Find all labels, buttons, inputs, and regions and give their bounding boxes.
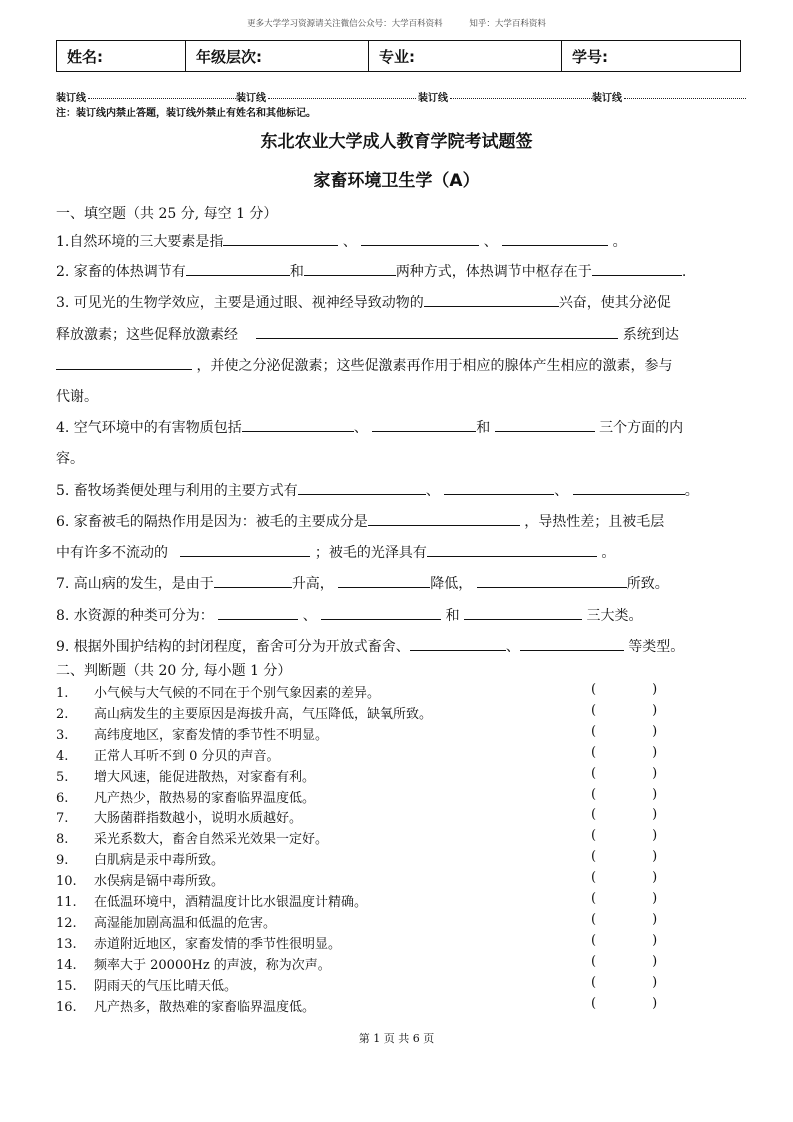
exam-subtitle: 家畜环境卫生学（A） [313, 171, 480, 191]
paren-close: ) [652, 807, 658, 823]
paren-open: ( [591, 974, 597, 990]
blank-4-1[interactable] [242, 417, 354, 432]
blank-1-1[interactable] [223, 231, 338, 246]
judgement-item-text: 在低温环境中，酒精温度计比水银温度计精确。 [94, 895, 368, 910]
paren-close: ) [652, 849, 658, 865]
answer-parentheses[interactable] [591, 745, 657, 760]
judgement-item-number: 12. [56, 915, 77, 931]
paren-open: ( [591, 682, 597, 697]
judgement-item-text: 正常人耳听不到 0 分贝的声音。 [94, 748, 280, 764]
binding-label-4: 装订线 [592, 93, 622, 104]
paren-open: ( [591, 807, 597, 823]
question-3-line1: 3. 可见光的生物学效应，主要是通过眼、视神经导致动物的 兴奋，使其分泌促 [56, 292, 671, 312]
judgement-item-text: 白肌病是汞中毒所致。 [94, 853, 225, 869]
paren-open: ( [591, 995, 597, 1011]
binding-dots-4 [624, 98, 746, 99]
binding-label-1: 装订线 [56, 93, 86, 104]
major-field-label: 专业: [369, 41, 562, 72]
blank-1-3[interactable] [502, 231, 608, 246]
paren-close: ) [652, 744, 658, 760]
blank-6-1[interactable] [368, 511, 520, 526]
paren-close: ) [652, 786, 658, 802]
answer-parentheses[interactable] [591, 703, 657, 718]
blank-8-2[interactable] [321, 605, 441, 620]
blank-2-2[interactable] [304, 261, 396, 276]
judgement-item-number: 7. [56, 811, 69, 827]
judgement-item [56, 682, 380, 701]
student-id-field-label: 学号: [562, 41, 741, 72]
blank-8-1[interactable] [218, 605, 298, 620]
judgement-item [56, 724, 328, 743]
answer-parentheses[interactable] [591, 807, 657, 822]
judgement-item-number: 3. [56, 727, 69, 743]
judgement-item [56, 766, 315, 785]
question-3-line2: 释放激素；这些促释放激素经 系统到达 [56, 324, 679, 344]
answer-parentheses[interactable] [591, 849, 657, 864]
answer-parentheses[interactable] [591, 891, 657, 906]
top-note-left: 更多大学学习资源请关注微信公众号：大学百科资料 [247, 19, 443, 29]
judgement-item [56, 891, 367, 910]
blank-4-3[interactable] [495, 417, 595, 432]
binding-notice: 注：装订线内禁止答题，装订线外禁止有姓名和其他标记。 [56, 108, 316, 119]
paren-close: ) [652, 828, 658, 844]
judgement-item-number: 15. [56, 978, 77, 994]
answer-parentheses[interactable] [591, 828, 657, 843]
judgement-item-text: 高纬度地区，家畜发情的季节性不明显。 [94, 727, 329, 743]
judgement-item-number: 2. [56, 706, 69, 722]
paren-close: ) [652, 974, 658, 990]
paren-close: ) [652, 911, 658, 927]
judgement-item-text: 频率大于 20000Hz 的声波，称为次声。 [94, 957, 331, 973]
exam-title: 东北农业大学成人教育学院考试题签 [260, 132, 533, 152]
blank-3-3[interactable] [56, 355, 192, 370]
section2-heading: 二、判断题（共 20 分, 每小题 1 分） [56, 663, 292, 679]
judgement-item [56, 975, 237, 994]
judgement-item-text: 高湿能加剧高温和低温的危害。 [94, 915, 277, 931]
paren-close: ) [652, 723, 658, 739]
judgement-item-text: 阴雨天的气压比晴天低。 [94, 978, 238, 994]
binding-label-2: 装订线 [236, 93, 266, 104]
paren-open: ( [591, 849, 597, 865]
paren-open: ( [591, 870, 597, 886]
answer-parentheses[interactable] [591, 996, 657, 1011]
section1-heading: 一、填空题（共 25 分, 每空 1 分） [56, 206, 278, 222]
paren-close: ) [652, 995, 658, 1011]
answer-parentheses[interactable] [591, 912, 657, 927]
question-1: 1.自然环境的三大要素是指 、 、 。 [56, 231, 627, 251]
judgement-item-text: 赤道附近地区，家畜发情的季节性很明显。 [94, 936, 342, 952]
judgement-item [56, 703, 432, 722]
paren-open: ( [591, 828, 597, 844]
paren-open: ( [591, 765, 597, 781]
judgement-item [56, 745, 280, 764]
paren-close: ) [652, 932, 658, 948]
paren-open: ( [591, 723, 597, 739]
paren-close: ) [652, 953, 658, 969]
question-2: 2. 家畜的体热调节有 和 两种方式，体热调节中枢存在于 . [56, 261, 686, 281]
judgement-item-number: 4. [56, 748, 69, 764]
question-8: 8. 水资源的种类可分为： 、 和 三大类。 [56, 605, 643, 625]
blank-2-1[interactable] [186, 261, 290, 276]
binding-dots-2 [268, 98, 416, 99]
question-3-line3: ，并使之分泌促激素；这些促激素再作用于相应的腺体产生相应的激素，参与 [56, 355, 672, 375]
blank-5-2[interactable] [444, 480, 554, 495]
judgement-item [56, 828, 328, 847]
blank-5-1[interactable] [298, 480, 426, 495]
binding-label-3: 装订线 [418, 93, 448, 104]
answer-parentheses[interactable] [591, 787, 657, 802]
question-5: 5. 畜牧场粪便处理与利用的主要方式有 、 、 。 [56, 480, 699, 500]
judgement-item-text: 凡产热多，散热难的家畜临界温度低。 [94, 999, 316, 1015]
judgement-item [56, 849, 224, 868]
answer-parentheses[interactable] [591, 954, 657, 969]
paren-close: ) [652, 682, 658, 697]
blank-7-1[interactable] [214, 573, 292, 588]
answer-parentheses[interactable] [591, 682, 657, 697]
top-note-right: 知乎：大学百科资料 [469, 19, 546, 29]
question-7: 7. 高山病的发生，是由于 升高， 降低， 所致。 [56, 573, 669, 593]
judgement-item-number: 16. [56, 999, 77, 1015]
answer-parentheses[interactable] [591, 870, 657, 885]
question-4-line2: 容。 [56, 451, 84, 467]
answer-parentheses[interactable] [591, 766, 657, 781]
binding-dots-3 [450, 98, 592, 99]
judgement-item-number: 1. [56, 686, 69, 701]
judgement-item-number: 10. [56, 874, 77, 890]
judgement-item-text: 高山病发生的主要原因是海拔升高，气压降低，缺氧所致。 [94, 706, 433, 722]
judgement-item-text: 小气候与大气候的不同在于个别气象因素的差异。 [94, 686, 381, 701]
paren-close: ) [652, 765, 658, 781]
blank-9-2[interactable] [520, 636, 624, 651]
blank-9-1[interactable] [410, 636, 506, 651]
judgement-item-text: 采光系数大，畜舍自然采光效果一定好。 [94, 832, 329, 848]
blank-3-1[interactable] [424, 292, 559, 307]
judgement-item-number: 8. [56, 832, 69, 848]
blank-2-3[interactable] [592, 261, 682, 276]
blank-8-3[interactable] [464, 605, 582, 620]
judgement-item [56, 870, 224, 889]
judgement-item-text: 凡产热少，散热易的家畜临界温度低。 [94, 790, 316, 806]
grade-field-label: 年级层次: [186, 41, 369, 72]
judgement-item [56, 787, 315, 806]
judgement-item-text: 水俣病是镉中毒所致。 [94, 874, 225, 890]
judgement-item-number: 11. [56, 895, 77, 910]
judgement-item-number: 5. [56, 769, 69, 785]
judgement-item-text: 增大风速，能促进散热，对家畜有利。 [94, 769, 316, 785]
name-field-label: 姓名: [57, 41, 186, 72]
paren-close: ) [652, 702, 658, 718]
judgement-item-number: 6. [56, 790, 69, 806]
answer-parentheses[interactable] [591, 933, 657, 948]
judgement-item-number: 14. [56, 957, 77, 973]
page-footer: 第 1 页 共 6 页 [358, 1032, 435, 1045]
judgement-item [56, 996, 315, 1015]
blank-3-2[interactable] [256, 324, 618, 339]
answer-parentheses[interactable] [591, 724, 657, 739]
binding-dots-1 [88, 98, 236, 99]
blank-6-3[interactable] [427, 542, 597, 557]
paren-open: ( [591, 744, 597, 760]
paren-open: ( [591, 891, 597, 906]
paren-open: ( [591, 953, 597, 969]
question-6-line2: 中有许多不流动的 ；被毛的光泽具有 。 [56, 542, 615, 562]
answer-parentheses[interactable] [591, 975, 657, 990]
paren-open: ( [591, 911, 597, 927]
blank-6-2[interactable] [180, 542, 310, 557]
blank-1-2[interactable] [361, 231, 479, 246]
question-9: 9. 根据外围护结构的封闭程度，畜舍可分为开放式畜舍、 、 等类型。 [56, 636, 684, 656]
paren-open: ( [591, 786, 597, 802]
paren-close: ) [652, 891, 658, 906]
question-3-line4: 代谢。 [56, 389, 98, 405]
judgement-item [56, 912, 276, 931]
question-6-line1: 6. 家畜被毛的隔热作用是因为：被毛的主要成分是 ，导热性差；且被毛层 [56, 511, 664, 531]
top-note [0, 17, 793, 29]
blank-5-3[interactable] [573, 480, 685, 495]
paren-open: ( [591, 932, 597, 948]
binding-line [56, 89, 746, 103]
paren-close: ) [652, 870, 658, 886]
blank-7-3[interactable] [477, 573, 627, 588]
judgement-item-text: 大肠菌群指数越小，说明水质越好。 [94, 811, 303, 827]
judgement-item [56, 933, 341, 952]
paren-open: ( [591, 702, 597, 718]
blank-7-2[interactable] [338, 573, 430, 588]
judgement-item-number: 9. [56, 853, 69, 869]
judgement-item [56, 807, 302, 826]
question-4-line1: 4. 空气环境中的有害物质包括 、 和 三个方面的内 [56, 417, 683, 437]
student-info-table [56, 40, 741, 72]
judgement-item [56, 954, 331, 973]
blank-4-2[interactable] [372, 417, 476, 432]
judgement-item-number: 13. [56, 936, 77, 952]
